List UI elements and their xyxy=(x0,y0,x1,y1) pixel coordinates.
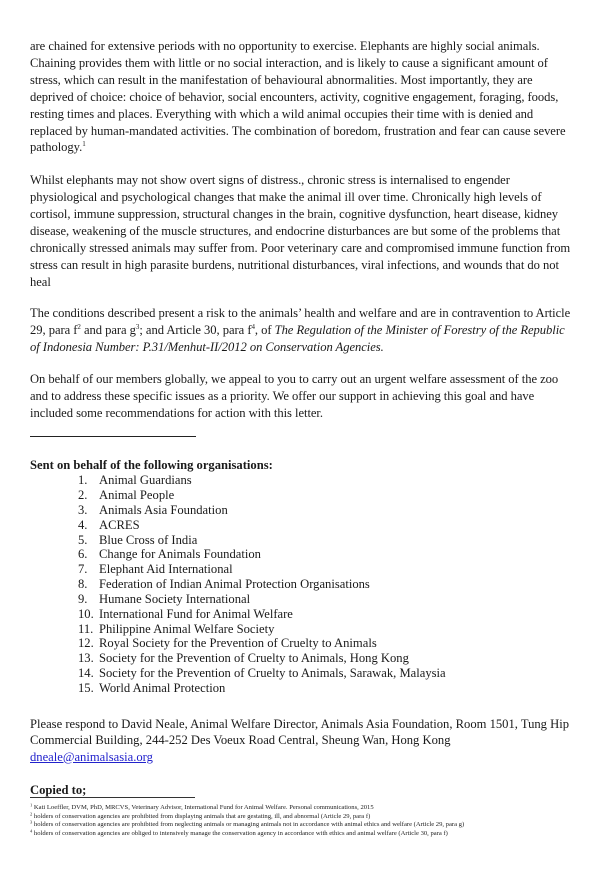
organisations-heading: Sent on behalf of the following organisations: xyxy=(30,458,273,473)
paragraph-chronic-stress xyxy=(30,172,575,290)
organisation-name: Society for the Prevention of Cruelty to Animals, Sarawak, Malaysia xyxy=(99,666,446,681)
list-item xyxy=(78,503,575,518)
footnote xyxy=(30,804,590,813)
footnote-text: holders of conservation agencies are obliged to intensively manage the conservation agency in accordance with ethics and animal welfare (Article 30, para f) xyxy=(33,829,448,837)
organisation-name: Humane Society International xyxy=(99,591,251,606)
organisation-name: Society for the Prevention of Cruelty to Animals, Hong Kong xyxy=(99,651,409,666)
signature-line xyxy=(30,436,196,437)
footnote-text: holders of conservation agencies are prohibited from neglecting animals or managing animals not in accordance with animal ethics and welfare (Article 29, para g) xyxy=(33,821,465,829)
list-number: 12. xyxy=(78,636,94,651)
paragraph-chaining xyxy=(30,38,575,156)
paragraph-text: Whilst elephants may not show overt signs of distress., chronic stress is internalised to engender physiological and psychological changes that make the animal ill over time. Chronically high levels of cortisol, immune suppression, structural changes in the brain, cognitive dysfunction, heart disease, kidney disease, weakening of the muscle structures, and endocrine disturbances are but some of the problems that chronically stressed animals may suffer from. Poor veterinary care and compromised immune function from stress can result in high parasite burdens, nutritional disturbances, viral infections, and wounds that do not heal xyxy=(30,173,571,289)
paragraph-text: ; and Article 30, para f xyxy=(139,322,252,337)
organisation-name: Federation of Indian Animal Protection Organisations xyxy=(99,577,370,592)
paragraph-text: , of xyxy=(254,322,275,337)
footnote xyxy=(30,821,590,830)
footnote-text: holders of conservation agencies are prohibited from displaying animals that are gestating, ill, and abnormal (Article 29, para f) xyxy=(33,812,371,820)
list-item xyxy=(78,607,575,622)
list-number: 8. xyxy=(78,577,88,592)
paragraph-contravention xyxy=(30,305,575,356)
list-item xyxy=(78,562,575,577)
list-number: 10. xyxy=(78,606,94,621)
organisation-name: Animals Asia Foundation xyxy=(99,502,228,517)
footnote-separator xyxy=(30,797,195,798)
list-number: 6. xyxy=(78,547,88,562)
letter-page xyxy=(30,38,575,798)
paragraph-appeal xyxy=(30,371,575,422)
list-number: 5. xyxy=(78,532,88,547)
regulation-title: The Regulation of the Minister of Forestry of the Republic of Indonesia Number: P.31/Menhut-II/2012 on Conservation Agencies. xyxy=(30,322,565,354)
list-number: 11. xyxy=(78,621,94,636)
list-item xyxy=(78,666,575,681)
footnote-ref: 1 xyxy=(82,140,86,149)
organisation-name: International Fund for Animal Welfare xyxy=(99,606,293,621)
list-number: 4. xyxy=(78,517,88,532)
organisation-name: Blue Cross of India xyxy=(99,532,198,547)
organisations-list xyxy=(30,473,575,696)
list-item xyxy=(78,533,575,548)
list-number: 3. xyxy=(78,502,88,517)
list-item xyxy=(78,651,575,666)
organisation-name: Animal Guardians xyxy=(99,473,192,488)
list-number: 2. xyxy=(78,487,88,502)
footnote-number: 2 xyxy=(30,811,33,817)
paragraph-text: The conditions described present a risk to the animals’ health and welfare and are in contravention to Article 29, para f xyxy=(30,305,571,337)
paragraph-text: On behalf of our members globally, we appeal to you to carry out an urgent welfare assessment of the zoo and to address these specific issues as a priority. We offer our support in achieving this goal and have included some recommendations for action with this letter. xyxy=(30,372,559,421)
list-number: 13. xyxy=(78,651,94,666)
footnotes xyxy=(30,797,590,838)
list-number: 1. xyxy=(78,473,88,488)
paragraph-text: are chained for extensive periods with no opportunity to exercise. Elephants are highly social animals. Chaining provides them with little or no social interaction, and is likely to cause a significant amount of stress, which can result in the manifestation of behavioural abnormalities. Most importantly, they are deprived of choice: choice of behavior, social encounters, activity, cognitive engagement, foraging, foods, resting times and places. Everything with which a wild animal occupies their time with is denied and replaced by human-mandated activities. The combination of boredom, frustration and fear can cause severe pathology. xyxy=(30,39,566,155)
footnote-ref: 3 xyxy=(135,322,140,331)
list-item xyxy=(78,592,575,607)
list-item xyxy=(78,577,575,592)
list-item xyxy=(78,681,575,696)
list-item xyxy=(78,473,575,488)
organisation-name: Change for Animals Foundation xyxy=(99,547,261,562)
list-item xyxy=(78,636,575,651)
list-number: 15. xyxy=(78,680,94,695)
copied-to-heading: Copied to; xyxy=(30,783,87,798)
footnote-number: 1 xyxy=(30,802,33,808)
footnote-text: Kati Loeffler, DVM, PhD, MRCVS, Veterinary Advisor, International Fund for Animal Welfare. Personal communications, 2015 xyxy=(33,804,374,811)
footnote xyxy=(30,813,590,822)
organisation-name: Philippine Animal Welfare Society xyxy=(99,621,275,636)
footnote-ref: 2 xyxy=(77,322,81,331)
organisation-name: Animal People xyxy=(99,487,175,502)
respond-text: Please respond to David Neale, Animal Welfare Director, Animals Asia Foundation, Room 1501, Tung Hip Commercial Building, 244-252 Des Voeux Road Central, Sheung Wan, Hong Kong xyxy=(30,716,570,748)
respond-block xyxy=(30,716,575,766)
footnote-number: 3 xyxy=(30,819,33,825)
footnote-number: 4 xyxy=(30,828,33,834)
list-item xyxy=(78,518,575,533)
footnote-ref: 4 xyxy=(251,322,255,331)
organisation-name: ACRES xyxy=(99,517,140,532)
list-item xyxy=(78,547,575,562)
organisation-name: Elephant Aid International xyxy=(99,562,233,577)
email-link[interactable]: dneale@animalsasia.org xyxy=(30,749,153,764)
organisation-name: Royal Society for the Prevention of Cruelty to Animals xyxy=(99,636,377,651)
list-item xyxy=(78,622,575,637)
list-item xyxy=(78,488,575,503)
list-number: 7. xyxy=(78,562,88,577)
paragraph-text: and para g xyxy=(80,322,136,337)
list-number: 14. xyxy=(78,666,94,681)
footnote xyxy=(30,830,590,839)
list-number: 9. xyxy=(78,591,88,606)
organisation-name: World Animal Protection xyxy=(99,680,226,695)
